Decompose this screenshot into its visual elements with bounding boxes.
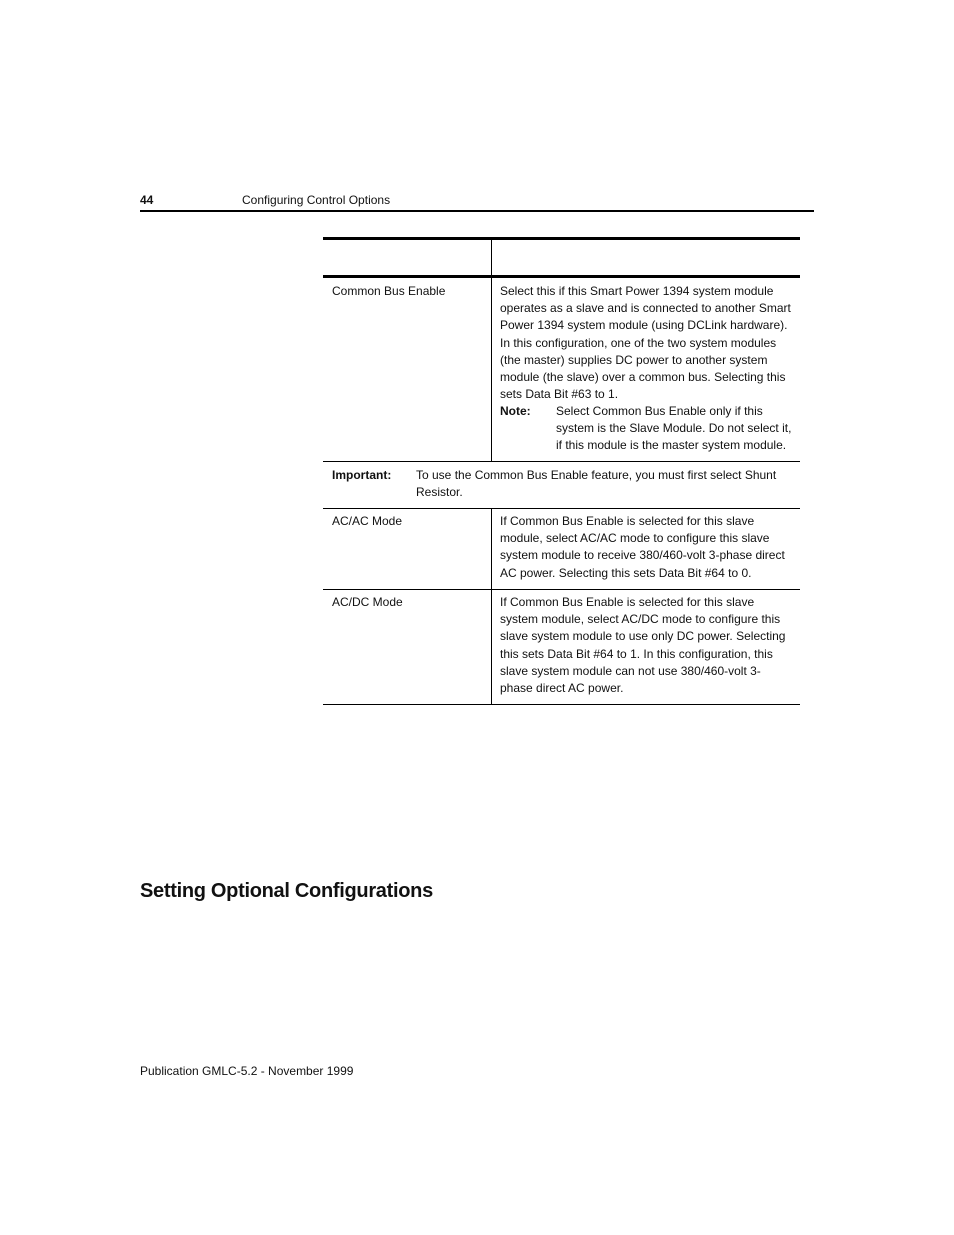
- option-description-common-bus-enable: Select this if this Smart Power 1394 system module operates as a slave and is connected to another Smart Power 1394 system module (using DCLink hardware). In this configuration, one of the two system modules (the master) supplies DC power to another system module (the slave) over a common bus. Selecting this sets Data Bit #63 to 1.: [500, 284, 791, 402]
- note: [500, 403, 792, 455]
- option-name-ac-dc-mode: AC/DC Mode: [332, 595, 403, 609]
- header-rule: [140, 210, 814, 212]
- table-bottom-rule: [323, 704, 800, 705]
- header-column-divider: [491, 237, 492, 276]
- row-separator: [323, 589, 800, 590]
- row-column-divider: [491, 278, 492, 461]
- table-top-rule: [323, 237, 800, 240]
- row-column-divider: [491, 508, 492, 590]
- option-name-ac-ac-mode: AC/AC Mode: [332, 514, 403, 528]
- page-number: 44: [140, 193, 154, 207]
- option-description-ac-ac-mode: If Common Bus Enable is selected for this slave module, select AC/AC mode to configure this slave system module to receive 380/460-volt 3-phase direct AC power. Selecting this sets Data Bit #64 to 0.: [500, 514, 785, 580]
- running-header-title: Configuring Control Options: [242, 193, 391, 207]
- table-header-rule: [323, 275, 800, 278]
- note-text: Select Common Bus Enable only if this system is the Slave Module. Do not select it, if this module is the master system module.: [556, 404, 792, 453]
- row-separator: [323, 508, 800, 509]
- row-column-divider: [491, 589, 492, 704]
- important-label: Important:: [332, 468, 392, 482]
- option-description-ac-dc-mode: If Common Bus Enable is selected for this slave system module, select AC/DC mode to configure this slave system module to use only DC power. Selecting this sets Data Bit #64 to 1. In this configuration, this slave system module can not use 380/460-volt 3-phase direct AC power.: [500, 595, 786, 696]
- note-label: Note:: [500, 404, 531, 418]
- important-text: To use the Common Bus Enable feature, you must first select Shunt Resistor.: [416, 468, 777, 500]
- option-name-common-bus-enable: Common Bus Enable: [332, 284, 446, 298]
- footer-publication: Publication GMLC-5.2 - November 1999: [140, 1064, 354, 1078]
- row-separator: [323, 461, 800, 462]
- section-heading: Setting Optional Configurations: [140, 880, 433, 902]
